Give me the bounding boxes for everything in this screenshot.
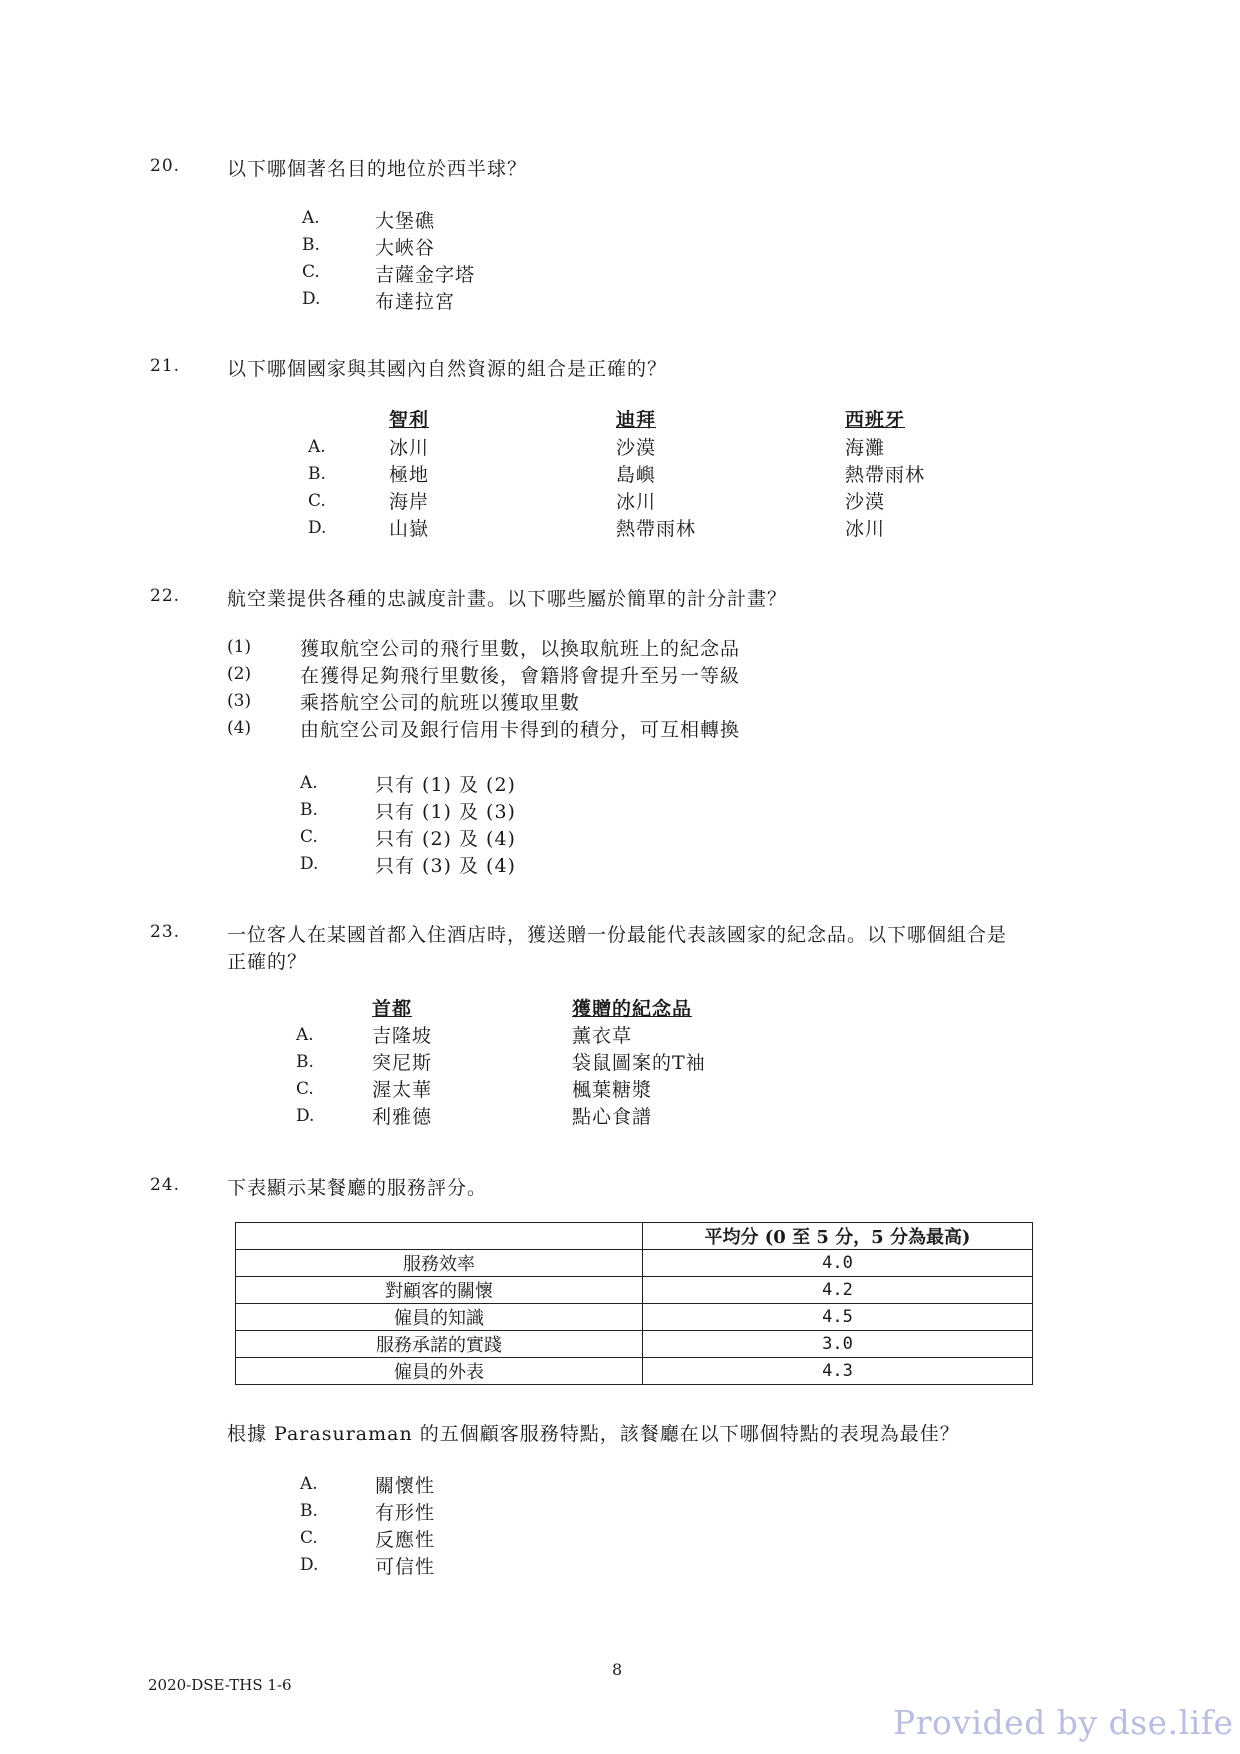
q23-row-b-label: B. <box>296 1052 314 1072</box>
q21-question: 以下哪個國家與其國內自然資源的組合是正確的？ <box>227 358 668 380</box>
q20-question: 以下哪個著名目的地位於西半球？ <box>227 158 528 180</box>
q22-option-a-label: A. <box>300 773 318 793</box>
q20-option-c-label: C. <box>302 262 320 282</box>
q21-header-dubai: 迪拜 <box>616 409 657 431</box>
table-cell-score: 3.0 <box>643 1331 1033 1358</box>
q24-option-c-label: C. <box>300 1528 318 1548</box>
q24-option-a-text: 關懷性 <box>375 1475 436 1497</box>
q21-number: 21. <box>150 356 181 376</box>
q22-option-b-text: 只有 (1) 及 (3) <box>375 801 516 823</box>
q21-header-spain: 西班牙 <box>845 409 906 431</box>
table-cell-score: 4.3 <box>643 1358 1033 1385</box>
q22-option-a-text: 只有 (1) 及 (2) <box>375 774 516 796</box>
q21-header-chile: 智利 <box>389 409 430 431</box>
q21-row-c-chile: 海岸 <box>389 491 430 513</box>
table-row <box>236 1331 1033 1358</box>
q23-header-capital: 首都 <box>372 998 413 1020</box>
q22-option-b-label: B. <box>300 800 318 820</box>
q21-row-d-spain: 冰川 <box>845 518 886 540</box>
q24-option-b-label: B. <box>300 1501 318 1521</box>
service-rating-table <box>235 1222 1033 1385</box>
q21-row-a-dubai: 沙漠 <box>616 437 657 459</box>
q21-row-a-chile: 冰川 <box>389 437 430 459</box>
table-row <box>236 1250 1033 1277</box>
q22-option-d-label: D. <box>300 854 319 874</box>
table-cell-score: 4.0 <box>643 1250 1033 1277</box>
q21-row-b-chile: 極地 <box>389 464 430 486</box>
q23-question-line1: 一位客人在某國首都入住酒店時，獲送贈一份最能代表該國家的紀念品。以下哪個組合是 <box>227 924 1008 946</box>
q23-row-c-label: C. <box>296 1079 314 1099</box>
q23-row-d-souvenir: 點心食譜 <box>572 1106 653 1128</box>
q22-statement-4-label: (4) <box>227 718 252 738</box>
q22-number: 22. <box>150 586 181 606</box>
q23-row-b-souvenir: 袋鼠圖案的T袖 <box>572 1052 706 1074</box>
q21-row-a-spain: 海灘 <box>845 437 886 459</box>
q23-number: 23. <box>150 922 181 942</box>
q21-row-b-dubai: 島嶼 <box>616 464 657 486</box>
q23-row-a-label: A. <box>296 1025 314 1045</box>
q24-option-a-label: A. <box>300 1474 318 1494</box>
q24-option-d-text: 可信性 <box>375 1556 436 1578</box>
q24-number: 24. <box>150 1175 181 1195</box>
table-cell-item: 對顧客的關懷 <box>236 1277 643 1304</box>
q22-statement-2-label: (2) <box>227 664 252 684</box>
table-header-row <box>236 1223 1033 1250</box>
q20-option-a-label: A. <box>302 208 320 228</box>
q21-row-d-chile: 山嶽 <box>389 518 430 540</box>
q21-row-d-label: D. <box>308 518 327 538</box>
q21-row-c-dubai: 冰川 <box>616 491 657 513</box>
q22-statement-3-label: (3) <box>227 691 252 711</box>
q20-option-b-label: B. <box>302 235 320 255</box>
paper-code: 2020-DSE-THS 1-6 <box>148 1676 292 1694</box>
table-header-average-score: 平均分 (0 至 5 分，5 分為最高) <box>643 1223 1033 1250</box>
q20-option-c-text: 吉薩金字塔 <box>375 264 476 286</box>
q23-row-a-souvenir: 薰衣草 <box>572 1025 633 1047</box>
table-row <box>236 1277 1033 1304</box>
q23-row-a-capital: 吉隆坡 <box>372 1025 433 1047</box>
q21-row-a-label: A. <box>308 437 326 457</box>
q21-row-c-spain: 沙漠 <box>845 491 886 513</box>
q22-statement-1-label: (1) <box>227 637 252 657</box>
q21-row-c-label: C. <box>308 491 326 511</box>
page-number: 8 <box>612 1660 623 1679</box>
q20-option-b-text: 大峽谷 <box>375 237 436 259</box>
q23-row-c-capital: 渥太華 <box>372 1079 433 1101</box>
q22-option-c-label: C. <box>300 827 318 847</box>
q23-row-c-souvenir: 楓葉糖漿 <box>572 1079 653 1101</box>
q22-statement-3-text: 乘搭航空公司的航班以獲取里數 <box>300 692 581 714</box>
q23-header-souvenir: 獲贈的紀念品 <box>572 998 693 1020</box>
q22-statement-2-text: 在獲得足夠飛行里數後，會籍將會提升至另一等級 <box>300 665 741 687</box>
q23-row-d-capital: 利雅德 <box>372 1106 433 1128</box>
table-cell-item: 僱員的外表 <box>236 1358 643 1385</box>
table-header-blank <box>236 1223 643 1250</box>
q24-question: 下表顯示某餐廳的服務評分。 <box>227 1177 488 1199</box>
table-cell-score: 4.2 <box>643 1277 1033 1304</box>
q24-option-d-label: D. <box>300 1555 319 1575</box>
q20-option-d-text: 布達拉宮 <box>375 291 456 313</box>
watermark: Provided by dse.life <box>893 1703 1234 1742</box>
q20-option-d-label: D. <box>302 289 321 309</box>
q21-row-d-dubai: 熱帶雨林 <box>616 518 697 540</box>
q22-statement-4-text: 由航空公司及銀行信用卡得到的積分，可互相轉換 <box>300 719 741 741</box>
q23-row-b-capital: 突尼斯 <box>372 1052 433 1074</box>
q22-option-c-text: 只有 (2) 及 (4) <box>375 828 516 850</box>
table-cell-item: 服務承諾的實踐 <box>236 1331 643 1358</box>
q22-question: 航空業提供各種的忠誠度計畫。以下哪些屬於簡單的計分計畫？ <box>227 588 788 610</box>
q24-sub-question: 根據 Parasuraman 的五個顧客服務特點，該餐廳在以下哪個特點的表現為最佳？ <box>227 1423 960 1445</box>
table-row <box>236 1304 1033 1331</box>
q23-question-line2: 正確的？ <box>227 951 308 973</box>
table-cell-item: 僱員的知識 <box>236 1304 643 1331</box>
q20-option-a-text: 大堡礁 <box>375 210 436 232</box>
q23-row-d-label: D. <box>296 1106 315 1126</box>
table-cell-item: 服務效率 <box>236 1250 643 1277</box>
q21-row-b-label: B. <box>308 464 326 484</box>
table-cell-score: 4.5 <box>643 1304 1033 1331</box>
q22-option-d-text: 只有 (3) 及 (4) <box>375 855 516 877</box>
q24-option-b-text: 有形性 <box>375 1502 436 1524</box>
table-row <box>236 1358 1033 1385</box>
q21-row-b-spain: 熱帶雨林 <box>845 464 926 486</box>
q22-statement-1-text: 獲取航空公司的飛行里數，以換取航班上的紀念品 <box>300 638 741 660</box>
q24-option-c-text: 反應性 <box>375 1529 436 1551</box>
q20-number: 20. <box>150 156 181 176</box>
